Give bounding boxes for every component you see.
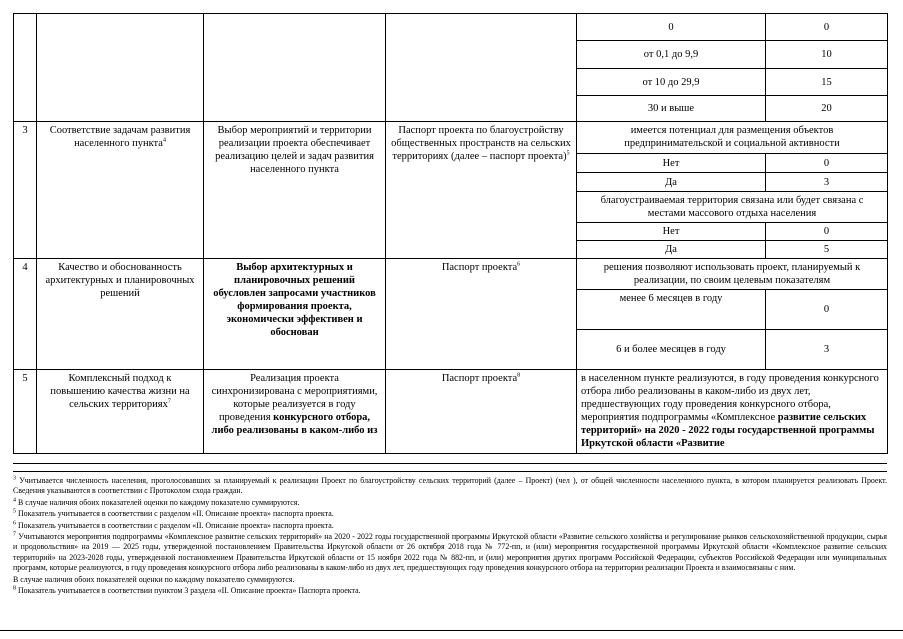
criterion-source: Паспорт проекта$^8$: [386, 370, 577, 454]
table-bottom-rule: [13, 463, 887, 464]
score-value: 0: [766, 223, 888, 241]
range-label: от 10 до 29,9: [577, 69, 766, 96]
table-row: [14, 370, 888, 454]
row-number: 5: [14, 370, 37, 454]
option-label: Да: [577, 173, 766, 192]
criterion-source: Паспорт проекта$^6$: [386, 259, 577, 370]
criterion-name: Качество и обоснованность архитектурных и планировочных решений: [37, 259, 204, 370]
table-row: [14, 122, 888, 154]
table-row: [14, 14, 888, 41]
score-value: 5: [766, 241, 888, 259]
subcriterion-heading: имеется потенциал для размещения объектов предпринимательской и социальной активности: [577, 122, 888, 154]
footnote: $^7$ Учитываются мероприятия подпрограммы «Комплексное развитие сельских территорий» на 2020 - 2022 годы государственной программы Иркутской области «Развитие сельского хозяйства и регулирование рынков сельскохозяйственной продукции, сырья и продовольствия» на 2019 — 2025 годы, утвержденной постановлением Правительства Иркутской области от 26 октября 2018 года № 772-пп, и (или) мероприятия государственной программы Иркутской области «Комплексное развитие сельских территорий» на 2023-2028 годы, утвержденной постановлением Правительства Иркутской области от 15 ноября 2022 года № 882-пп, и (или) мероприятия других программ Российской Федерации, субъектов Российской Федерации или муниципальных программ, которые реализуются, в году проведения конкурсного отбора либо реализованы в каком-либо из двух лет, предшествующих году проведения конкурсного отбора на территории реализации Проекта и взаимосвязаны с ним.: [13, 531, 887, 573]
criterion-name: Соответствие задачам развития населенного пункта$^4$: [37, 122, 204, 259]
score-value: 0: [766, 14, 888, 41]
criterion-description: Выбор мероприятий и территории реализации проекта обеспечивает реализацию целей и задач развития населенного пункта: [204, 122, 386, 259]
score-value: 20: [766, 96, 888, 122]
footnote: $^4$ В случае наличия обоих показателей оценки по каждому показателю суммируются.: [13, 497, 300, 507]
option-label: Да: [577, 241, 766, 259]
table-row: [14, 259, 888, 290]
score-value: 0: [766, 290, 888, 330]
score-value: 10: [766, 41, 888, 69]
range-label: 0: [577, 14, 766, 41]
footnote: $^8$ Показатель учитывается в соответствии пунктом 3 раздела «II. Описание проекта» Паспорта проекта.: [13, 585, 361, 596]
score-value: 0: [766, 154, 888, 173]
criteria-table: [13, 13, 888, 454]
score-value: 3: [766, 173, 888, 192]
footnote: В случае наличия обоих показателей оценки по каждому показателю суммируются.: [13, 574, 295, 584]
score-value: 3: [766, 330, 888, 370]
option-label: Нет: [577, 154, 766, 173]
footnotes: [13, 476, 887, 597]
page-bottom-rule: [0, 630, 903, 631]
row-number: 4: [14, 259, 37, 370]
criterion-description: Реализация проекта синхронизирована с мероприятиями, которые реализуется в году проведения конкурсного отбора, либо реализованы в каком-либо из: [204, 370, 386, 454]
criterion-name: Комплексный подход к повышению качества жизни на сельских территориях$^7$: [37, 370, 204, 454]
subcriterion-heading: благоустраиваемая территория связана или будет связана с местами массового отдыха населения: [577, 192, 888, 223]
option-label: менее 6 месяцев в году: [577, 290, 766, 330]
option-label: Нет: [577, 223, 766, 241]
footnote: $^5$ Показатель учитывается в соответствии с разделом «II. Описание проекта» паспорта проекта.: [13, 508, 334, 519]
criterion-source: Паспорт проекта по благоустройству общественных пространств на сельских территориях (далее – паспорт проекта)$^5$: [386, 122, 577, 259]
criterion-description: Выбор архитектурных и планировочных решений обусловлен запросами участников формирования проекта, экономически эффективен и обоснован: [204, 259, 386, 370]
subcriterion-text: в населенном пункте реализуются, в году проведения конкурсного отбора либо реализованы в каком-либо из двух лет, предшествующих году проведения конкурсного отбора, мероприятия подпрограммы «Комплексное развитие сельских территорий» на 2020 - 2022 годы государственной программы Иркутской области «Развитие: [577, 370, 888, 454]
subcriterion-heading: решения позволяют использовать проект, планируемый к реализации, по своим целевым показателям: [577, 259, 888, 290]
option-label: 6 и более месяцев в году: [577, 330, 766, 370]
footnote-separator: [13, 471, 887, 472]
row-number: 3: [14, 122, 37, 259]
range-label: от 0,1 до 9,9: [577, 41, 766, 69]
footnote: $^6$ Показатель учитывается в соответствии с разделом «II. Описание проекта» паспорта проекта.: [13, 520, 334, 530]
footnote: $^3$ Учитывается численность населения, проголосовавших за планируемый к реализации Проект по благоустройству сельских территорий (далее – Проект) (чел ), от общей численности населенного пункта, в котором планируется реализовать Проект. Сведения указываются в соответствии с Протоколом схода граждан.: [13, 475, 887, 496]
range-label: 30 и выше: [577, 96, 766, 122]
score-value: 15: [766, 69, 888, 96]
